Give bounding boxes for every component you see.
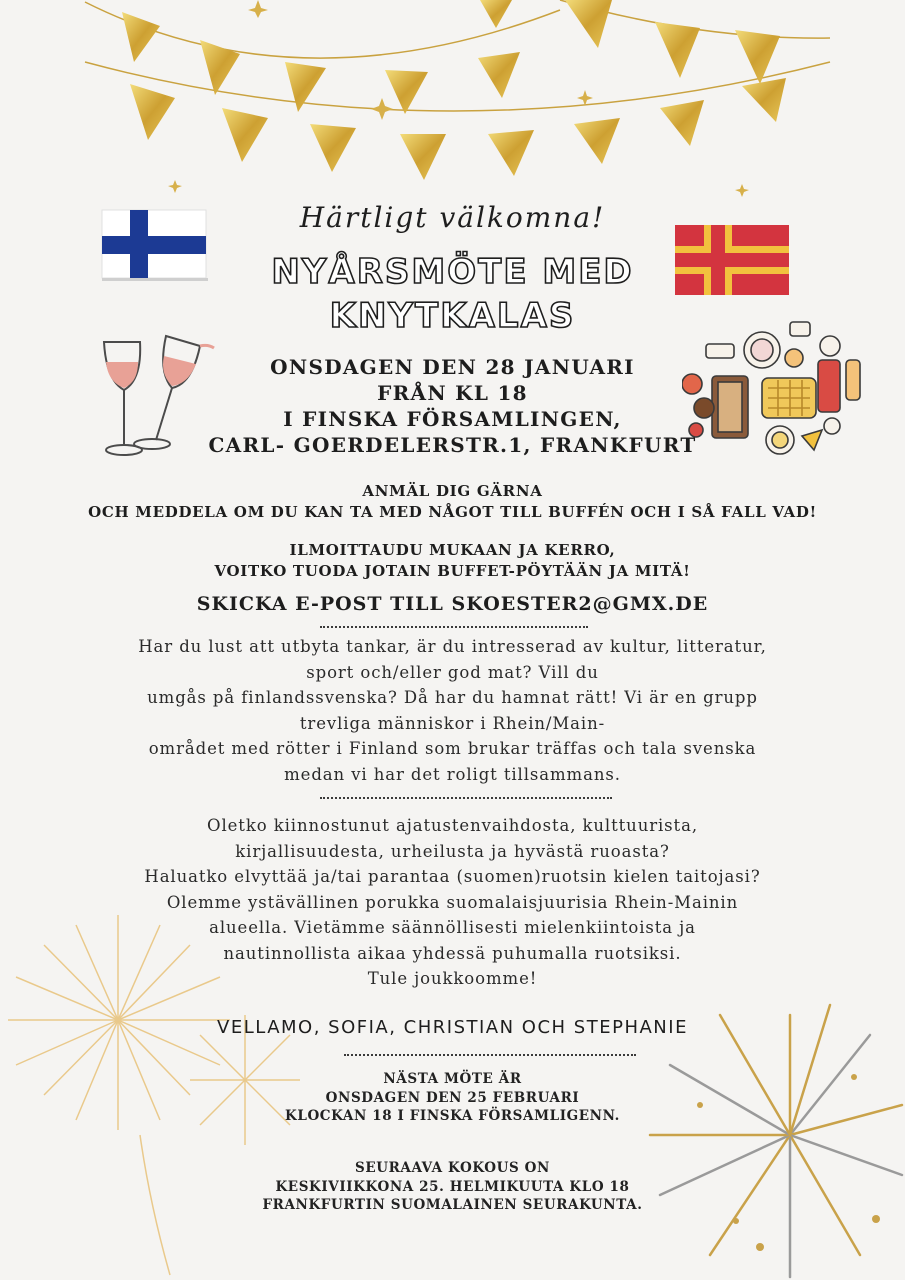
swedish-line: trevliga människor i Rhein/Main- (299, 713, 606, 733)
event-address: CARL- GOERDELERSTR.1, FRANKFURT (208, 433, 697, 457)
bunting-decoration (0, 0, 905, 200)
swedish-description (0, 634, 905, 787)
event-details (0, 354, 905, 458)
registration-fi-line1: ILMOITTAUDU MUKAAN JA KERRO, (289, 541, 616, 559)
event-title-line1: NYÅRSMÖTE MED (271, 252, 634, 292)
finnish-line: Tule joukkoomme! (367, 969, 538, 988)
next-meeting-sv-line2: ONSDAGEN DEN 25 FEBRUARI (325, 1089, 580, 1106)
next-meeting-fi-line3: FRANKFURTIN SUOMALAINEN SEURAKUNTA. (262, 1197, 643, 1213)
registration-sv-line2: OCH MEDDELA OM DU KAN TA MED NÅGOT TILL BUFFÉN OCH I SÅ FALL VAD! (88, 503, 817, 521)
next-meeting-swedish (0, 1070, 905, 1126)
finnish-line: Haluatko elvyttää ja/tai parantaa (suomen)ruotsin kielen taitojasi? (144, 867, 761, 886)
divider-2 (320, 797, 612, 799)
finnish-line: alueella. Vietämme säännöllisesti mielenkiintoista ja (209, 918, 696, 937)
organizers-names: VELLAMO, SOFIA, CHRISTIAN OCH STEPHANIE (217, 1017, 688, 1038)
finnish-line: nautinnollista aikaa yhdessä puhumalla ruotsiksi. (223, 943, 682, 963)
swedish-line: medan vi har det roligt tillsammans. (284, 764, 621, 784)
next-meeting-fi-line2: KESKIVIIKKONA 25. HELMIKUUTA KLO 18 (275, 1178, 630, 1195)
divider-1 (320, 626, 588, 628)
next-meeting-finnish (0, 1159, 905, 1215)
finnish-line: Olemme ystävällinen porukka suomalaisjuurisia Rhein-Mainin (166, 892, 739, 912)
registration-fi-line2: VOITKO TUODA JOTAIN BUFFET-PÖYTÄÄN JA MITÄ! (214, 562, 691, 580)
registration-swedish (0, 481, 905, 523)
swedish-line: sport och/eller god mat? Vill du (306, 662, 599, 682)
event-title-line2: KNYTKALAS (329, 296, 576, 336)
swedish-line: området med rötter i Finland som brukar träffas och tala svenska (148, 739, 757, 758)
finnish-line: kirjallisuudesta, urheilusta ja hyvästä ruoasta? (235, 841, 670, 861)
email-contact: SKICKA E-POST TILL SKOESTER2@GMX.DE (196, 593, 709, 615)
registration-sv-line1: ANMÄL DIG GÄRNA (362, 482, 543, 500)
next-meeting-fi-line1: SEURAAVA KOKOUS ON (355, 1160, 550, 1176)
event-time: FRÅN KL 18 (377, 381, 528, 405)
swedish-line: Har du lust att utbyta tankar, är du intresserad av kultur, litteratur, (138, 637, 767, 656)
greeting-heading: Härtligt välkomna! (299, 201, 606, 234)
event-date: ONSDAGEN DEN 28 JANUARI (270, 355, 635, 379)
event-place: I FINSKA FÖRSAMLINGEN, (283, 407, 622, 431)
finnish-line: Oletko kiinnostunut ajatustenvaihdosta, kulttuurista, (207, 816, 698, 835)
finnish-description (0, 813, 905, 992)
next-meeting-sv-line3: KLOCKAN 18 I FINSKA FÖRSAMLIGENN. (285, 1108, 620, 1124)
swedish-line: umgås på finlandssvenska? Då har du hamnat rätt! Vi är en grupp (147, 688, 758, 707)
divider-3 (344, 1054, 636, 1056)
next-meeting-sv-line1: NÄSTA MÖTE ÄR (383, 1071, 522, 1087)
registration-finnish (0, 540, 905, 582)
